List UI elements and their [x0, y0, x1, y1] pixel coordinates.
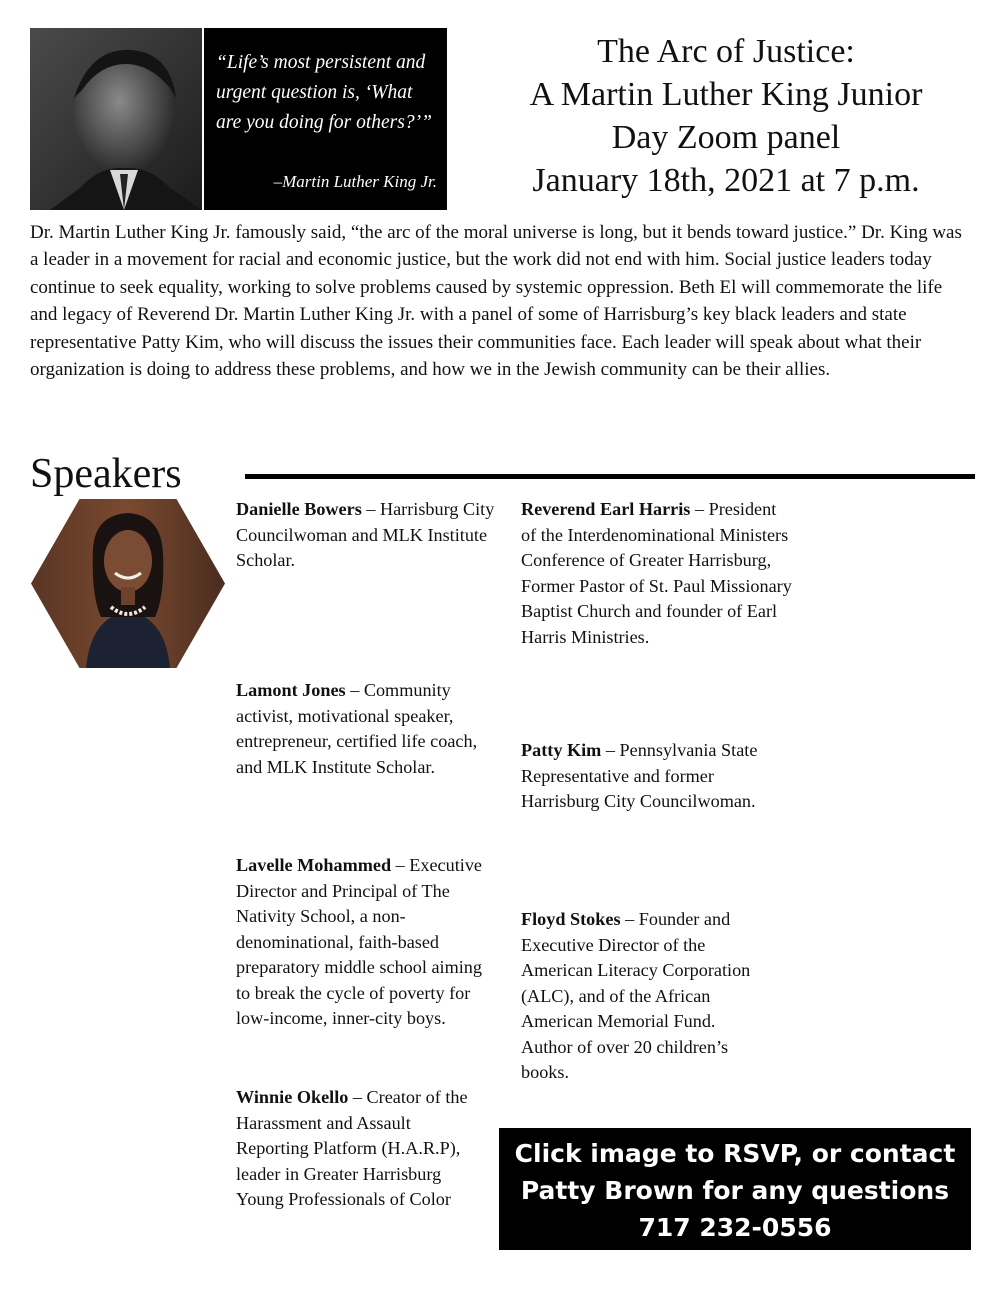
speaker-hexagon-photo — [31, 499, 225, 668]
speaker-entry — [236, 497, 506, 574]
speaker-name: Lamont Jones — [236, 680, 346, 700]
event-date: January 18th, 2021 at 7 p.m. — [532, 162, 920, 199]
event-title — [470, 30, 982, 202]
speaker-description: – Community activist, motivational speaker, entrepreneur, certified life coach, and MLK Institute Scholar. — [236, 680, 478, 777]
speakers-heading: Speakers — [30, 451, 182, 497]
speaker-entry — [521, 738, 761, 815]
speaker-description: – Creator of the Harassment and Assault Reporting Platform (H.A.R.P), leader in Greater Harrisburg Young Professionals of Color — [236, 1087, 468, 1209]
quote-attribution: –Martin Luther King Jr. — [273, 172, 437, 191]
quote-box — [204, 28, 447, 210]
heading-divider — [245, 474, 975, 479]
speaker-description: – Founder and Executive Director of the American Literacy Corporation (ALC), and of the African American Memorial Fund. Author of over 20 children’s books. — [521, 909, 751, 1082]
quote-text: “Life’s most persistent and urgent question is, ‘What are you doing for others?’” — [216, 52, 432, 133]
speaker-name: Floyd Stokes — [521, 909, 621, 929]
speaker-entry — [236, 678, 501, 780]
speaker-description: – Pennsylvania State Representative and former Harrisburg City Councilwoman. — [521, 740, 758, 811]
rsvp-line-1: Click image to RSVP, or contact — [514, 1139, 956, 1168]
speaker-description: – Executive Director and Principal of The Nativity School, a non-denominational, faith-based preparatory middle school aiming to break the cycle of poverty for low-income, inner-city boys. — [236, 855, 482, 1028]
speaker-entry — [521, 497, 793, 650]
speaker-description: – President of the Interdenominational Ministers Conference of Greater Harrisburg, Former Pastor of St. Paul Missionary Baptist Church and founder of Earl Harris Ministries. — [521, 499, 792, 647]
title-line-2: A Martin Luther King Junior — [529, 76, 923, 113]
title-line-3: Day Zoom panel — [611, 119, 841, 156]
rsvp-contact-box[interactable] — [499, 1128, 971, 1279]
speaker-description: – Harrisburg City Councilwoman and MLK Institute Scholar. — [236, 499, 495, 570]
speaker-entry — [236, 1085, 486, 1213]
title-line-1: The Arc of Justice: — [597, 33, 855, 70]
speaker-entry — [521, 907, 759, 1086]
speaker-name: Patty Kim — [521, 740, 602, 760]
speaker-name: Winnie Okello — [236, 1087, 349, 1107]
speaker-name: Danielle Bowers — [236, 499, 362, 519]
speaker-name: Reverend Earl Harris — [521, 499, 691, 519]
rsvp-line-2: Patty Brown for any questions — [520, 1176, 950, 1205]
mlk-portrait-photo — [30, 28, 202, 210]
intro-paragraph: Dr. Martin Luther King Jr. famously said, “the arc of the moral universe is long, but it bends toward justice.” Dr. King was a leader in a movement for racial and economic justice, but the work did not end with him. Social justice leaders today continue to seek equality, working to solve problems caused by systemic oppression. Beth El will commemorate the life and legacy of Reverend Dr. Martin Luther King Jr. with a panel of some of Harrisburg’s key black leaders and state representative Patty Kim, who will discuss the issues their communities face. Each leader will speak about what their organization is doing to address these problems, and how we in the Jewish community can be their allies. — [30, 222, 962, 381]
speaker-name: Lavelle Mohammed — [236, 855, 392, 875]
rsvp-contact-info[interactable]: 717 232-0556 patty@bethelhbg.org — [584, 1213, 886, 1279]
speaker-entry — [236, 853, 498, 1032]
